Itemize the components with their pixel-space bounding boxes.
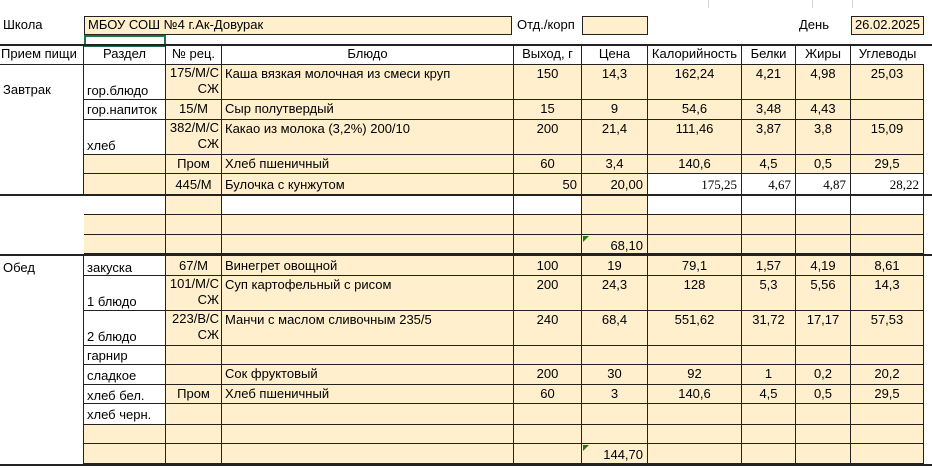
empty-cell[interactable] xyxy=(166,215,222,235)
section-cell[interactable]: хлеб черн. xyxy=(84,404,166,425)
section-cell[interactable]: 2 блюдо xyxy=(84,311,166,346)
weight-cell[interactable]: 60 xyxy=(514,385,582,404)
meal-breakfast: Завтрак xyxy=(0,65,84,195)
price-cell[interactable] xyxy=(582,346,648,365)
empty-cell[interactable] xyxy=(514,444,582,464)
price-cell[interactable]: 3 xyxy=(582,385,648,404)
protein-cell[interactable] xyxy=(742,346,796,365)
col-header-protein: Белки xyxy=(742,46,796,65)
dish-cell[interactable]: Сок фруктовый xyxy=(222,365,514,385)
dept-label: Отд./корп xyxy=(517,17,575,32)
dish-cell[interactable] xyxy=(222,404,514,425)
weight-cell[interactable]: 200 xyxy=(514,120,582,155)
empty-cell[interactable] xyxy=(796,425,851,444)
section-cell[interactable]: гор.блюдо xyxy=(84,65,166,100)
section-cell[interactable]: 1 блюдо xyxy=(84,276,166,311)
empty-cell[interactable] xyxy=(796,215,851,235)
table-bottom-border xyxy=(0,464,932,466)
price-cell[interactable]: 30 xyxy=(582,365,648,385)
section-cell[interactable]: гор.напиток xyxy=(84,100,166,120)
weight-cell[interactable]: 150 xyxy=(514,65,582,100)
dish-cell[interactable]: Каша вязкая молочная из смеси круп xyxy=(222,65,514,100)
empty-cell[interactable] xyxy=(222,235,514,254)
kcal-cell[interactable]: 551,62 xyxy=(648,311,742,346)
price-cell[interactable]: 9 xyxy=(582,100,648,120)
col-header-recipe: № рец. xyxy=(166,46,222,65)
kcal-cell[interactable]: 175,25 xyxy=(648,174,742,195)
section-cell[interactable]: гарнир xyxy=(84,346,166,365)
recipe-cell[interactable] xyxy=(166,365,222,385)
kcal-cell[interactable]: 54,6 xyxy=(648,100,742,120)
carbs-cell[interactable]: 20,2 xyxy=(851,365,924,385)
empty-cell[interactable] xyxy=(796,235,851,254)
kcal-cell[interactable]: 162,24 xyxy=(648,65,742,100)
weight-cell[interactable]: 240 xyxy=(514,311,582,346)
fat-cell[interactable]: 5,56 xyxy=(796,276,851,311)
lunch-total-price[interactable]: 144,70 xyxy=(582,444,648,464)
weight-cell[interactable]: 200 xyxy=(514,276,582,311)
formula-indicator-icon xyxy=(583,236,589,242)
price-cell[interactable]: 24,3 xyxy=(582,276,648,311)
empty-cell[interactable] xyxy=(222,196,514,215)
fat-cell[interactable] xyxy=(796,346,851,365)
fat-cell[interactable]: 0,5 xyxy=(796,155,851,174)
carbs-cell[interactable]: 29,5 xyxy=(851,155,924,174)
col-header-price: Цена xyxy=(582,46,648,65)
section-cell[interactable] xyxy=(84,155,166,174)
recipe-cell[interactable]: Пром xyxy=(166,155,222,174)
carbs-cell[interactable]: 8,61 xyxy=(851,256,924,276)
empty-cell[interactable] xyxy=(742,196,796,215)
empty-cell[interactable] xyxy=(648,425,742,444)
meal-lunch: Обед xyxy=(0,256,84,464)
empty-cell[interactable] xyxy=(648,196,742,215)
price-cell[interactable]: 20,00 xyxy=(582,174,648,195)
empty-cell[interactable] xyxy=(796,196,851,215)
price-cell[interactable]: 21,4 xyxy=(582,120,648,155)
protein-cell[interactable]: 5,3 xyxy=(742,276,796,311)
empty-cell[interactable] xyxy=(514,215,582,235)
dish-cell[interactable]: Винегрет овощной xyxy=(222,256,514,276)
protein-cell[interactable]: 1 xyxy=(742,365,796,385)
fat-cell[interactable]: 4,19 xyxy=(796,256,851,276)
kcal-cell[interactable] xyxy=(648,346,742,365)
empty-cell[interactable] xyxy=(648,235,742,254)
empty-cell[interactable] xyxy=(166,425,222,444)
price-cell[interactable]: 3,4 xyxy=(582,155,648,174)
carbs-cell[interactable] xyxy=(851,346,924,365)
empty-cell[interactable] xyxy=(742,425,796,444)
school-name-cell[interactable]: МБОУ СОШ №4 г.Ак-Довурак xyxy=(84,16,512,35)
fat-cell[interactable]: 4,87 xyxy=(796,174,851,195)
dept-value-cell[interactable] xyxy=(582,16,648,35)
top-strip-cell xyxy=(0,0,709,8)
protein-cell[interactable]: 31,72 xyxy=(742,311,796,346)
weight-cell[interactable]: 100 xyxy=(514,256,582,276)
breakfast-total-price[interactable]: 68,10 xyxy=(582,235,648,254)
dish-cell[interactable]: Хлеб пшеничный xyxy=(222,155,514,174)
recipe-cell[interactable]: 67/М xyxy=(166,256,222,276)
empty-cell[interactable] xyxy=(166,196,222,215)
empty-cell[interactable] xyxy=(851,235,924,254)
carbs-cell[interactable]: 29,5 xyxy=(851,385,924,404)
protein-cell[interactable]: 4,5 xyxy=(742,155,796,174)
day-label: День xyxy=(799,17,829,32)
fat-cell[interactable] xyxy=(796,404,851,425)
empty-cell[interactable] xyxy=(166,444,222,464)
empty-cell[interactable] xyxy=(222,425,514,444)
kcal-cell[interactable]: 140,6 xyxy=(648,385,742,404)
empty-cell[interactable] xyxy=(851,425,924,444)
empty-cell[interactable] xyxy=(84,444,166,464)
empty-cell[interactable] xyxy=(166,235,222,254)
kcal-cell[interactable]: 92 xyxy=(648,365,742,385)
price-cell[interactable]: 14,3 xyxy=(582,65,648,100)
empty-cell[interactable] xyxy=(742,235,796,254)
dish-cell[interactable]: Манчи с маслом сливочным 235/5 xyxy=(222,311,514,346)
empty-cell[interactable] xyxy=(582,425,648,444)
empty-cell[interactable] xyxy=(84,215,166,235)
empty-cell[interactable] xyxy=(514,235,582,254)
weight-cell[interactable] xyxy=(514,404,582,425)
empty-cell[interactable] xyxy=(851,215,924,235)
col-header-carbs: Углеводы xyxy=(851,46,924,65)
school-label: Школа xyxy=(3,17,43,32)
empty-cell[interactable] xyxy=(851,196,924,215)
dish-cell[interactable]: Сыр полутвердый xyxy=(222,100,514,120)
empty-cell[interactable] xyxy=(514,196,582,215)
price-cell[interactable] xyxy=(582,404,648,425)
recipe-cell[interactable]: 15/М xyxy=(166,100,222,120)
protein-cell[interactable] xyxy=(742,404,796,425)
date-cell[interactable]: 26.02.2025 xyxy=(851,16,924,35)
carbs-cell[interactable] xyxy=(851,404,924,425)
kcal-cell[interactable]: 79,1 xyxy=(648,256,742,276)
col-header-section: Раздел xyxy=(84,46,166,65)
dish-cell[interactable]: Хлеб пшеничный xyxy=(222,385,514,404)
dish-cell[interactable]: Булочка с кунжутом xyxy=(222,174,514,195)
empty-cell[interactable] xyxy=(742,215,796,235)
kcal-cell[interactable] xyxy=(648,404,742,425)
price-cell[interactable]: 19 xyxy=(582,256,648,276)
price-cell[interactable]: 68,4 xyxy=(582,311,648,346)
weight-cell[interactable]: 60 xyxy=(514,155,582,174)
top-strip xyxy=(0,0,932,8)
recipe-cell[interactable] xyxy=(166,346,222,365)
empty-cell[interactable] xyxy=(84,425,166,444)
carbs-cell[interactable]: 57,53 xyxy=(851,311,924,346)
top-strip-cell xyxy=(812,0,853,8)
carbs-cell[interactable]: 25,03 xyxy=(851,65,924,100)
empty-cell[interactable] xyxy=(222,215,514,235)
col-header-kcal: Калорийность xyxy=(648,46,742,65)
dish-cell[interactable] xyxy=(222,346,514,365)
recipe-cell[interactable]: Пром xyxy=(166,385,222,404)
carbs-cell[interactable] xyxy=(851,100,924,120)
col-header-meal: Прием пищи xyxy=(0,46,84,65)
empty-cell[interactable] xyxy=(84,235,166,254)
empty-cell[interactable] xyxy=(514,425,582,444)
col-header-dish: Блюдо xyxy=(222,46,514,65)
dish-cell[interactable]: Суп картофельный с рисом xyxy=(222,276,514,311)
fat-cell[interactable]: 3,8 xyxy=(796,120,851,155)
top-strip-cell xyxy=(708,0,813,8)
empty-cell[interactable] xyxy=(582,196,648,215)
recipe-cell[interactable] xyxy=(166,404,222,425)
meal-blank xyxy=(0,196,84,254)
section-cell[interactable]: закуска xyxy=(84,256,166,276)
section-cell[interactable] xyxy=(84,174,166,195)
empty-cell[interactable] xyxy=(582,215,648,235)
empty-cell[interactable] xyxy=(648,215,742,235)
recipe-cell[interactable]: 223/В/С СЖ xyxy=(166,311,222,346)
empty-cell[interactable] xyxy=(851,444,924,464)
protein-cell[interactable]: 3,87 xyxy=(742,120,796,155)
protein-cell[interactable]: 1,57 xyxy=(742,256,796,276)
empty-cell[interactable] xyxy=(742,444,796,464)
fat-cell[interactable]: 4,43 xyxy=(796,100,851,120)
formula-indicator-icon xyxy=(583,445,589,451)
protein-cell[interactable]: 4,21 xyxy=(742,65,796,100)
recipe-cell[interactable]: 175/М/С СЖ xyxy=(166,65,222,100)
carbs-cell[interactable]: 15,09 xyxy=(851,120,924,155)
col-header-fat: Жиры xyxy=(796,46,851,65)
weight-cell[interactable]: 15 xyxy=(514,100,582,120)
fat-cell[interactable]: 17,17 xyxy=(796,311,851,346)
weight-cell[interactable] xyxy=(514,346,582,365)
recipe-cell[interactable]: 445/М xyxy=(166,174,222,195)
protein-cell[interactable]: 4,5 xyxy=(742,385,796,404)
recipe-cell[interactable]: 101/М/С СЖ xyxy=(166,276,222,311)
carbs-cell[interactable]: 14,3 xyxy=(851,276,924,311)
fat-cell[interactable]: 0,5 xyxy=(796,385,851,404)
carbs-cell[interactable]: 28,22 xyxy=(851,174,924,195)
empty-cell[interactable] xyxy=(796,444,851,464)
recipe-cell[interactable]: 382/М/С СЖ xyxy=(166,120,222,155)
kcal-cell[interactable]: 140,6 xyxy=(648,155,742,174)
protein-cell[interactable]: 3,48 xyxy=(742,100,796,120)
empty-cell[interactable] xyxy=(222,444,514,464)
section-cell[interactable]: хлеб xyxy=(84,120,166,155)
empty-cell[interactable] xyxy=(84,196,166,215)
section-cell[interactable]: хлеб бел. xyxy=(84,385,166,404)
kcal-cell[interactable]: 128 xyxy=(648,276,742,311)
fat-cell[interactable]: 0,2 xyxy=(796,365,851,385)
col-header-weight: Выход, г xyxy=(514,46,582,65)
section-cell[interactable]: сладкое xyxy=(84,365,166,385)
kcal-cell[interactable]: 111,46 xyxy=(648,120,742,155)
dish-cell[interactable]: Какао из молока (3,2%) 200/10 xyxy=(222,120,514,155)
empty-cell[interactable] xyxy=(648,444,742,464)
protein-cell[interactable]: 4,67 xyxy=(742,174,796,195)
fat-cell[interactable]: 4,98 xyxy=(796,65,851,100)
weight-cell[interactable]: 50 xyxy=(514,174,582,195)
weight-cell[interactable]: 200 xyxy=(514,365,582,385)
